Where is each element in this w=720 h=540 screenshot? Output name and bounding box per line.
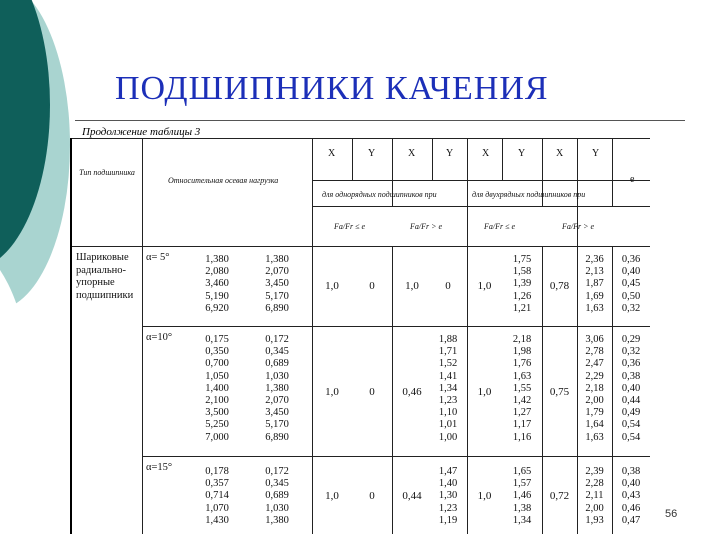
load-column-a: 0,175 0,350 0,700 1,050 1,400 2,100 3,500 5,250 7,000 — [205, 334, 229, 443]
x-double-gt: 0,75 — [549, 386, 570, 398]
x-single-gt: 0,46 — [402, 386, 422, 398]
e-values: 0,36 0,40 0,45 0,50 0,32 — [621, 254, 641, 314]
header-load: Относительная осевая нагрузка — [168, 176, 279, 185]
x-double-gt: 0,72 — [549, 490, 570, 502]
angle-10: α=10° — [146, 332, 173, 343]
table-caption: Продолжение таблицы 3 — [82, 126, 201, 138]
header-x-4: X — [556, 148, 564, 159]
y-double-gt: 2,36 2,13 1,87 1,69 1,63 — [585, 254, 604, 314]
load-column-b: 0,172 0,345 0,689 1,030 1,380 — [265, 466, 289, 526]
header-y-1: Y — [368, 148, 376, 159]
x-double-le: 1,0 — [477, 386, 492, 398]
load-column-a: 0,178 0,357 0,714 1,070 1,430 — [205, 466, 229, 526]
x-single-gt: 0,44 — [402, 490, 422, 502]
grid-line — [142, 326, 650, 327]
decorative-circles — [0, 0, 80, 540]
condition-1: Fa/Fr ≤ e — [334, 222, 366, 231]
condition-4: Fa/Fr > e — [562, 222, 595, 231]
grid-line — [72, 138, 650, 139]
table-grid — [70, 138, 650, 534]
y-double-gt: 3,06 2,78 2,47 2,29 2,18 2,00 1,79 1,64 1,63 — [585, 334, 604, 443]
header-x-2: X — [408, 148, 416, 159]
condition-3: Fa/Fr ≤ e — [484, 222, 516, 231]
header-y-3: Y — [518, 148, 526, 159]
title-underline — [75, 120, 685, 121]
grid-line — [612, 138, 613, 206]
y-single-gt: 1,88 1,71 1,52 1,41 1,34 1,23 1,10 1,01 1,00 — [438, 334, 458, 443]
header-y-2: Y — [446, 148, 454, 159]
load-column-b: 1,380 2,070 3,450 5,170 6,890 — [265, 254, 289, 314]
y-double-le: 1,75 1,58 1,39 1,26 1,21 — [512, 254, 532, 314]
y-single-gt: 1,47 1,40 1,30 1,23 1,19 — [438, 466, 458, 526]
grid-line — [312, 138, 313, 534]
header-single-row: для однорядных подшипников при — [322, 190, 437, 199]
header-double-row: для двухрядных подшипников при — [472, 190, 586, 199]
grid-line — [432, 138, 433, 180]
header-x-1: X — [328, 148, 336, 159]
x-double-le: 1,0 — [477, 280, 492, 292]
y-single-le: 0 — [369, 280, 375, 292]
header-type: Тип подшипника — [79, 168, 135, 177]
grid-line — [502, 138, 503, 180]
y-single-le: 0 — [369, 386, 375, 398]
e-values: 0,38 0,40 0,43 0,46 0,47 — [621, 466, 641, 526]
y-double-le: 1,65 1,57 1,46 1,38 1,34 — [512, 466, 532, 526]
x-single-le: 1,0 — [325, 386, 339, 398]
y-single-gt: 0 — [445, 280, 451, 292]
y-single-le: 0 — [369, 490, 375, 502]
slide-title: ПОДШИПНИКИ КАЧЕНИЯ — [115, 70, 549, 107]
grid-line — [312, 180, 650, 181]
header-e: e — [630, 174, 635, 185]
grid-line — [142, 456, 650, 457]
header-x-3: X — [482, 148, 490, 159]
grid-line — [312, 206, 650, 207]
y-double-gt: 2,39 2,28 2,11 2,00 1,93 — [585, 466, 604, 526]
bearing-type-name: Шариковые радиально-упорные подшипники — [76, 252, 134, 301]
x-single-le: 1,0 — [325, 280, 339, 292]
angle-5: α= 5° — [146, 252, 170, 263]
grid-line — [142, 138, 143, 534]
scanned-table — [70, 124, 670, 536]
x-double-le: 1,0 — [477, 490, 492, 502]
header-y-4: Y — [592, 148, 600, 159]
grid-line — [467, 138, 468, 246]
load-column-a: 1,380 2,080 3,460 5,190 6,920 — [205, 254, 229, 314]
x-double-gt: 0,78 — [549, 280, 570, 292]
condition-2: Fa/Fr > e — [410, 222, 443, 231]
e-values: 0,29 0,32 0,36 0,38 0,40 0,44 0,49 0,54 0,54 — [621, 334, 641, 443]
x-single-le: 1,0 — [325, 490, 339, 502]
y-double-le: 2,18 1,98 1,76 1,63 1,55 1,42 1,27 1,17 1,16 — [512, 334, 532, 443]
angle-15: α=15° — [146, 462, 173, 473]
x-single-gt: 1,0 — [405, 280, 419, 292]
grid-line — [352, 138, 353, 180]
page-number: 56 — [665, 508, 678, 520]
load-column-b: 0,172 0,345 0,689 1,030 1,380 2,070 3,450 5,170 6,890 — [265, 334, 289, 443]
grid-line — [72, 246, 650, 247]
